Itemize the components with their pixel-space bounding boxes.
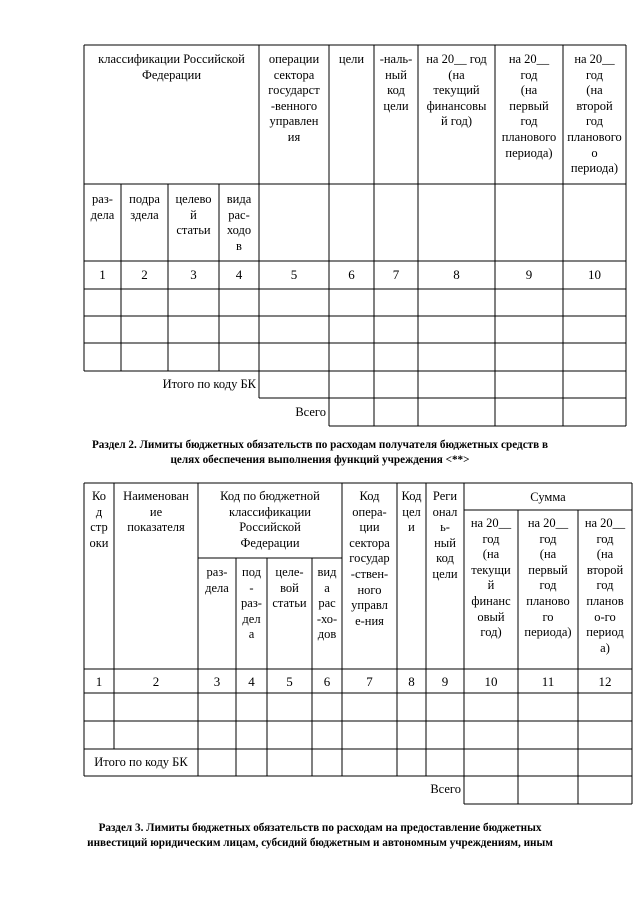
t2-sub-subsection: под - раз- дел а — [241, 565, 262, 642]
t2-colnum-4: 4 — [248, 674, 255, 689]
t2-sum-current-year: на 20__ год (на текущи й финанс овый год) — [470, 516, 512, 640]
t2-header-regional-code: Реги онал ь- ный код цели — [432, 489, 458, 581]
t1-sub-target-article: целево й статьи — [175, 192, 212, 238]
t2-header-row-code: Ко д стр оки — [89, 489, 109, 550]
t1-colnum-5: 5 — [290, 267, 298, 282]
t2-colnum-3: 3 — [213, 674, 221, 689]
t1-colnum-9: 9 — [525, 267, 533, 282]
t2-sub-section: раз- дела — [205, 565, 229, 595]
t1-header-current-year: на 20__ год (на текущий финансовы й год) — [426, 52, 487, 129]
t1-colnum-1: 1 — [99, 267, 106, 282]
t2-colnum-11: 11 — [541, 674, 555, 689]
t2-colnum-10: 10 — [484, 674, 498, 689]
t1-colnum-8: 8 — [453, 267, 460, 282]
t1-colnum-4: 4 — [235, 267, 243, 282]
t2-colnum-1: 1 — [95, 674, 103, 689]
t2-header-sum: Сумма — [530, 490, 566, 504]
t2-total-bk-label: Итого по коду БК — [94, 755, 188, 769]
section3-heading: Раздел 3. Лимиты бюджетных обязательств по расходам на предоставление бюджетных инвестиций юридическим лицам, субсидий бюджетным и автономным учреждениям, иным — [87, 822, 553, 849]
t1-header-second-plan-year: на 20__ год (на второй год планового о периода) — [567, 52, 622, 176]
t2-total-all-label: Всего — [430, 782, 461, 796]
t2-colnum-7: 7 — [366, 674, 373, 689]
t1-colnum-7: 7 — [392, 267, 400, 282]
t1-header-sgu-operation: операции сектора государст -венного управлен ия — [268, 52, 320, 144]
t1-header-regional-code: -наль- ный код цели — [379, 52, 413, 113]
t2-header-goal-code: Код цел и — [401, 489, 422, 535]
t1-header-goal: цели — [338, 52, 365, 66]
t1-total-bk-label: Итого по коду БК — [162, 377, 256, 391]
t1-colnum-3: 3 — [190, 267, 197, 282]
t2-sum-first-plan-year: на 20__ год (на первый год планово го периода) — [524, 516, 572, 640]
t1-total-all-label: Всего — [295, 405, 326, 419]
t2-colnum-8: 8 — [408, 674, 415, 689]
t1-header-first-plan-year: на 20__ год (на первый год планового периода) — [501, 52, 557, 160]
t2-colnum-6: 6 — [323, 674, 331, 689]
t1-sub-subsection: подра здела — [129, 192, 160, 222]
section2-heading: Раздел 2. Лимиты бюджетных обязательств по расходам получателя бюджетных средств в целях обеспечения выполнения функций учреждения <**> — [91, 439, 549, 466]
t2-header-indicator: Наименован ие показателя — [123, 489, 189, 535]
t2-sum-second-plan-year: на 20__ год (на второй год планов о-го период а) — [584, 516, 626, 655]
t2-header-bk-code: Код по бюджетной классификации Российской Федерации — [220, 489, 320, 550]
t2-header-sgu-code: Код опера- ции сектора государ -ствен- ного управл е-ния — [349, 489, 390, 628]
t2-colnum-12: 12 — [598, 674, 612, 689]
t2-sub-expense-type: вид а рас -хо- дов — [316, 565, 338, 642]
t1-colnum-6: 6 — [348, 267, 355, 282]
t1-header-classification: классификации Российской Федерации — [98, 52, 245, 82]
t2-sub-target-article: целе- вой статьи — [272, 565, 307, 611]
t2-colnum-2: 2 — [152, 674, 160, 689]
t1-colnum-10: 10 — [588, 267, 601, 282]
t1-sub-section: раз- дела — [90, 192, 115, 222]
t1-colnum-2: 2 — [141, 267, 148, 282]
t2-colnum-9: 9 — [441, 674, 449, 689]
t1-sub-expense-type: вида рас- ходо в — [226, 192, 252, 253]
t2-colnum-5: 5 — [286, 674, 293, 689]
